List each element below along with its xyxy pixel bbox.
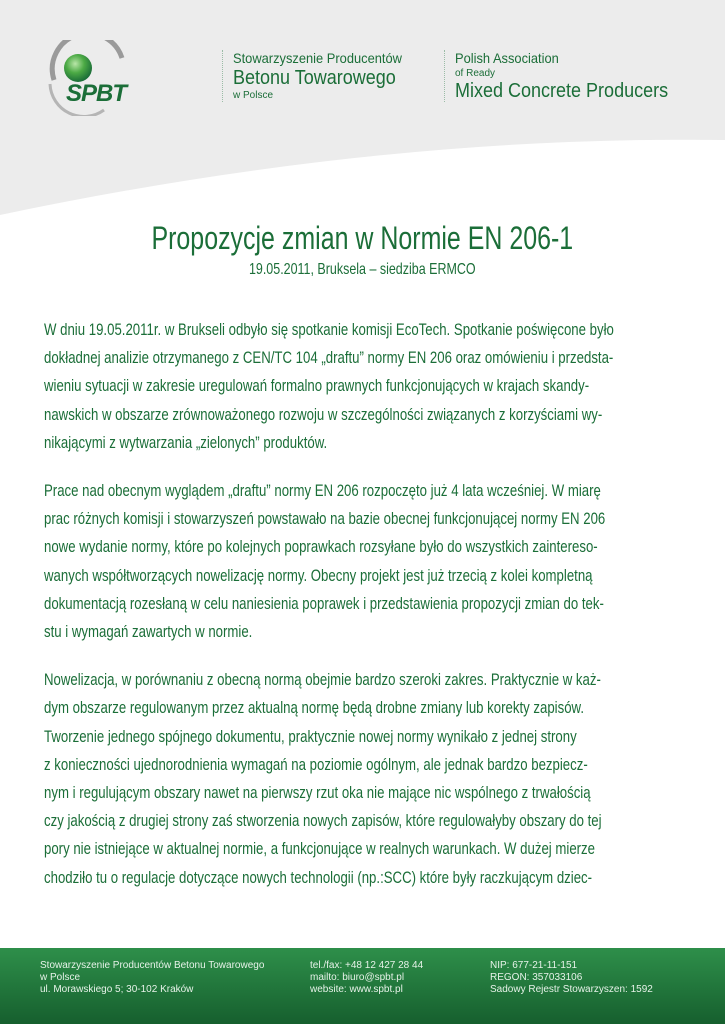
association-name-pl: [222, 50, 417, 102]
paragraph-line: dokumentacją rozesłaną w celu naniesienia poprawek i przedstawienia propozycji zmian do tek-: [44, 594, 604, 613]
pl-name-line3: w Polsce: [233, 90, 274, 101]
paragraph-line: chodziło tu o regulacje dotyczące nowych technologii (np.:SCC) które były raczkującym dziec-: [44, 868, 593, 887]
en-name-line1: Polish Association: [455, 50, 559, 66]
association-name-en: [444, 50, 692, 102]
footer-phone: tel./fax: +48 12 427 28 44: [310, 960, 424, 971]
paragraph-line: dym obszarze regulowanym przez aktualną normę będą drobne zmiany lub korekty zapisów.: [44, 699, 585, 718]
paragraph: [44, 666, 684, 892]
paragraph-line: z konieczności ujednorodnienia wymagań na poziomie ogólnym, ale jednak bardzo bezpiecz-: [44, 755, 588, 774]
footer-website-link[interactable]: website: www.spbt.pl: [310, 984, 403, 995]
paragraph-line: wanych współtworzących nowelizację normy. Obecny projekt jest już trzecią z kolei kompletną: [44, 566, 593, 585]
document-subtitle: [0, 260, 725, 280]
document-title-text: Propozycje zmian w Normie EN 206-1: [151, 220, 574, 256]
document-title: [0, 218, 725, 258]
paragraph-line: nikającymi z wytwarzania „zielonych” produktów.: [44, 433, 328, 452]
footer-email-link[interactable]: mailto: biuro@spbt.pl: [310, 972, 405, 983]
paragraph-line: Prace nad obecnym wyglądem „draftu” normy EN 206 rozpoczęto już 4 lata wcześniej. W miarę: [44, 482, 601, 501]
logo-text: SPBT: [66, 80, 127, 107]
paragraph-line: nym i regulującym obszary nawet na pierwszy rzut oka nie mające nic wspólnego z trwałością: [44, 784, 591, 803]
paragraph-line: stu i wymagań zawartych w normie.: [44, 623, 253, 642]
footer-regon: REGON: 357033106: [490, 972, 583, 983]
footer-address: [40, 960, 264, 996]
paragraph-line: pory nie istniejące w aktualnej normie, a funkcjonujące w realnych warunkach. W dużej mierze: [44, 840, 595, 859]
paragraph-line: dokładnej analizie otrzymanego z CEN/TC 104 „draftu” normy EN 206 oraz omówieniu i przedsta-: [44, 349, 614, 368]
pl-name-line1: Stowarzyszenie Producentów: [233, 50, 402, 66]
paragraph-line: nowe wydanie normy, które po kolejnych poprawkach rozsyłane było do wszystkich zaintereso-: [44, 538, 598, 557]
paragraph: [44, 316, 684, 457]
footer-address-line: w Polsce: [40, 972, 81, 983]
paragraph-line: Tworzenie jednego spójnego dokumentu, praktycznie nowej normy wynikało z jednej strony: [44, 727, 577, 746]
paragraph-line: czy jakością z drugiej strony zaś stworzenia nowych zapisów, które regulowałyby obszary do tej: [44, 812, 602, 831]
footer-krs: Sadowy Rejestr Stowarzyszen: 1592: [490, 984, 653, 995]
paragraph-line: prac różnych komisji i stowarzyszeń powstawało na bazie obecnej funkcjonującej normy EN 206: [44, 510, 606, 529]
spbt-logo: [44, 40, 144, 116]
en-name-line2: of Ready: [455, 68, 496, 79]
paragraph-line: Nowelizacja, w porównaniu z obecną normą obejmie bardzo szeroki zakres. Praktycznie w każ-: [44, 671, 601, 690]
footer: [0, 948, 725, 1024]
pl-name-line2: Betonu Towarowego: [233, 67, 396, 89]
footer-registry: [490, 960, 653, 996]
footer-address-line: ul. Morawskiego 5; 30-102 Kraków: [40, 984, 194, 995]
footer-nip: NIP: 677-21-11-151: [490, 960, 578, 971]
document-subtitle-text: 19.05.2011, Bruksela – siedziba ERMCO: [249, 261, 476, 278]
paragraph-line: W dniu 19.05.2011r. w Brukseli odbyło się spotkanie komisji EcoTech. Spotkanie poświęcone było: [44, 321, 614, 339]
paragraph-line: wieniu sytuacji w zakresie uregulowań formalno prawnych funkcjonujących w krajach skandy-: [44, 377, 590, 396]
document-body: [44, 316, 684, 912]
en-name-line3: Mixed Concrete Producers: [455, 80, 669, 102]
footer-contact: [310, 960, 423, 996]
footer-address-line: Stowarzyszenie Producentów Betonu Towarowego: [40, 960, 265, 971]
paragraph: [44, 477, 684, 646]
paragraph-line: nawskich w obszarze zrównoważonego rozwoju w szczególności związanych z korzyściami wy-: [44, 405, 603, 424]
